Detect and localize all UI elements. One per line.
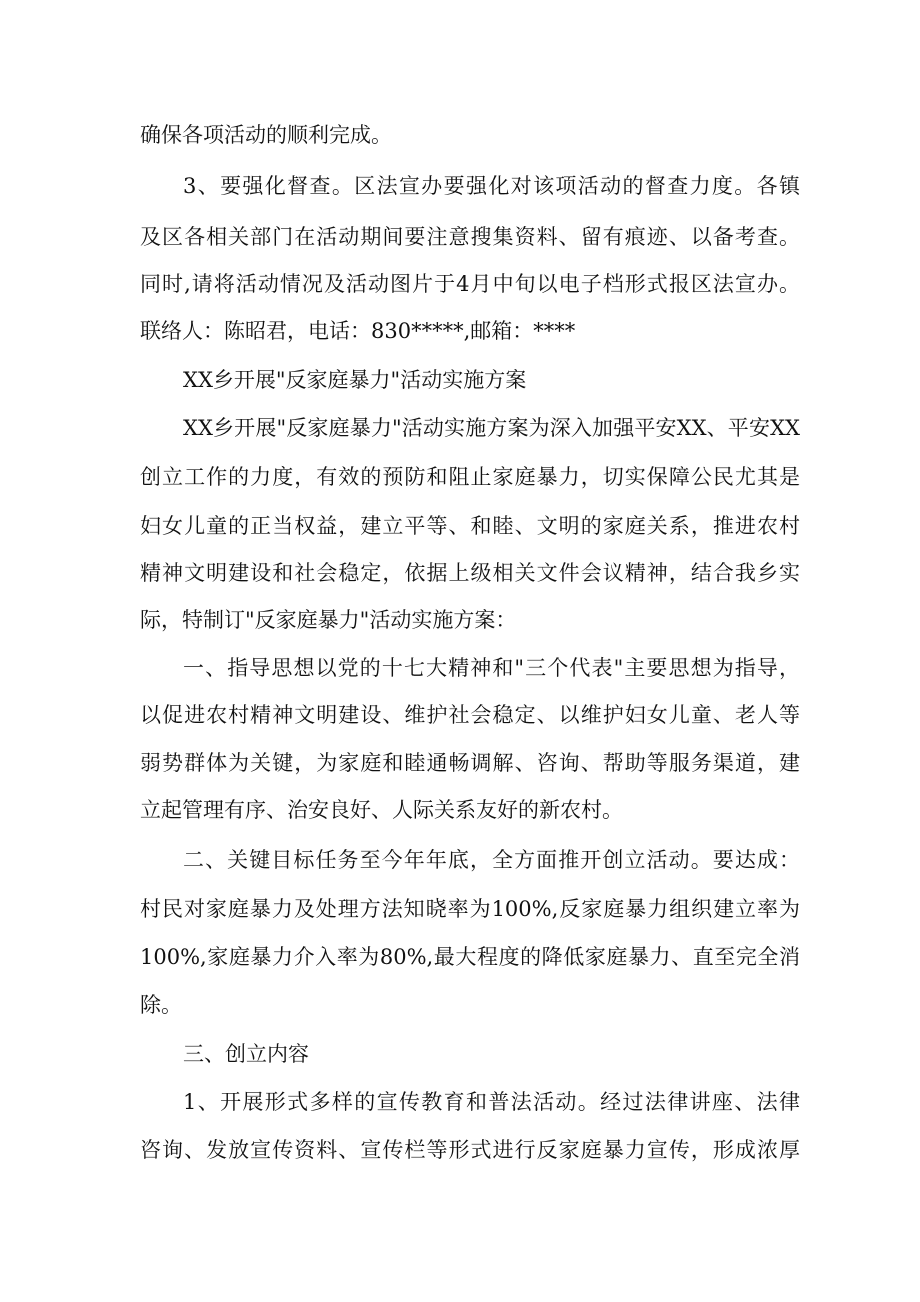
body-line: 同时,请将活动情况及活动图片于4月中旬以电子档形式报区法宣办。 xyxy=(140,272,800,296)
body-line: 联络人：陈昭君，电话：830*****,邮箱：**** xyxy=(140,319,576,343)
body-line: 3、要强化督查。区法宣办要强化对该项活动的督查力度。各镇 xyxy=(183,174,800,198)
body-line: 际，特制订"反家庭暴力"活动实施方案： xyxy=(140,608,517,632)
body-line: 妇女儿童的正当权益，建立平等、和睦、文明的家庭关系，推进农村 xyxy=(140,514,800,538)
body-line: 咨询、发放宣传资料、宣传栏等形式进行反家庭暴力宣传，形成浓厚 xyxy=(140,1138,800,1162)
body-line: 村民对家庭暴力及处理方法知晓率为100%,反家庭暴力组织建立率为 xyxy=(140,897,800,921)
body-line: XX乡开展"反家庭暴力"活动实施方案为深入加强平安XX、平安XX xyxy=(183,416,800,440)
body-line: 弱势群体为关键，为家庭和睦通畅调解、咨询、帮助等服务渠道，建 xyxy=(140,751,800,775)
body-line: 创立工作的力度，有效的预防和阻止家庭暴力，切实保障公民尤其是 xyxy=(140,465,800,489)
body-line: 一、指导思想以党的十七大精神和"三个代表"主要思想为指导， xyxy=(183,656,800,680)
body-line: 除。 xyxy=(140,993,182,1017)
body-line: 及区各相关部门在活动期间要注意搜集资料、留有痕迹、以备考查。 xyxy=(140,225,800,249)
body-line: 100%,家庭暴力介入率为80%,最大程度的降低家庭暴力、直至完全消 xyxy=(140,945,800,969)
body-line: 二、关键目标任务至今年年底，全方面推开创立活动。要达成： xyxy=(183,848,800,872)
section-title: XX乡开展"反家庭暴力"活动实施方案 xyxy=(183,368,527,392)
body-line: 确保各项活动的顺利完成。 xyxy=(140,123,392,147)
body-line: 立起管理有序、治安良好、人际关系友好的新农村。 xyxy=(140,798,623,822)
body-line: 精神文明建设和社会稳定，依据上级相关文件会议精神，结合我乡实 xyxy=(140,561,800,585)
body-line: 1、开展形式多样的宣传教育和普法活动。经过法律讲座、法律 xyxy=(183,1090,800,1114)
body-line: 以促进农村精神文明建设、维护社会稳定、以维护妇女儿童、老人等 xyxy=(140,703,800,727)
section-heading: 三、创立内容 xyxy=(183,1042,309,1066)
